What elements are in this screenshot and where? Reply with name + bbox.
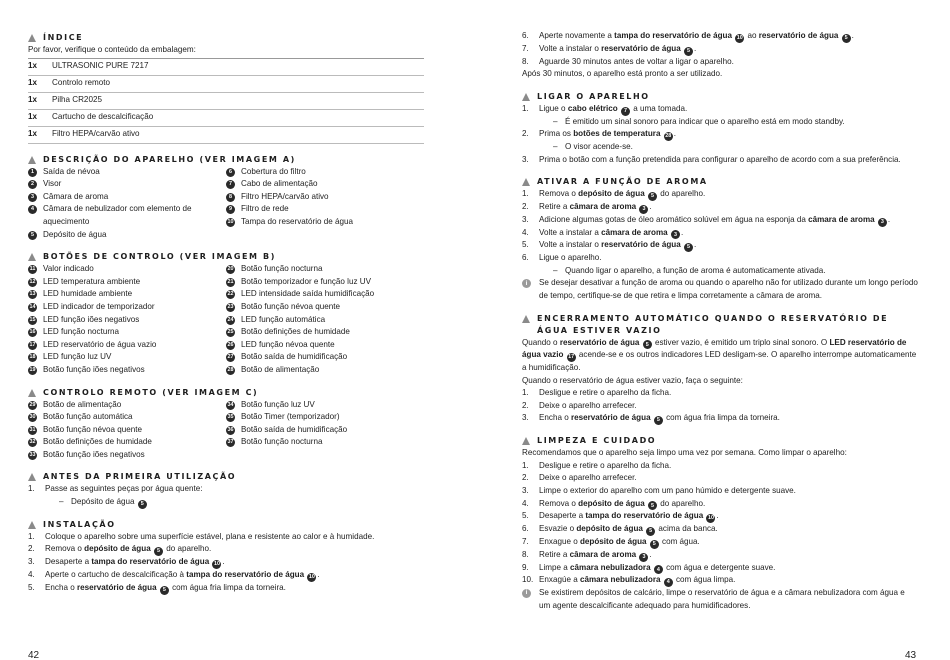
package-item-name: ULTRASONIC PURE 7217 <box>52 61 149 71</box>
section-heading: ATIVAR A FUNÇÃO DE AROMA <box>522 176 918 188</box>
ref-number: 5 <box>684 243 693 252</box>
part-label: Botão Timer (temporizador) <box>241 412 340 422</box>
ref-number: 5 <box>646 527 655 536</box>
triangle-icon <box>28 389 36 397</box>
part-label: LED humidade ambiente <box>43 289 133 299</box>
controls-list <box>28 263 424 376</box>
right-page-column <box>522 30 918 622</box>
list-item: 6. Ligue o aparelho. <box>522 253 602 263</box>
ref-number: 4 <box>664 578 673 587</box>
ref-number: 3 <box>639 553 648 562</box>
intro-text: Por favor, verifique o conteúdo da embalagem: <box>28 45 196 54</box>
controls-list-col1 <box>28 263 226 376</box>
package-item-name: Pilha CR2025 <box>52 95 102 105</box>
sub-item: – Quando ligar o aparelho, a função de aroma é automaticamente ativada. <box>553 265 826 275</box>
ref-number: 4 <box>654 565 663 574</box>
part-label: Botão de alimentação <box>241 364 320 374</box>
section-aroma <box>522 176 918 302</box>
steps-list <box>522 460 918 587</box>
remote-list-col2 <box>226 399 424 462</box>
part-label: Visor <box>43 179 62 189</box>
part-label: LED temperatura ambiente <box>43 276 141 286</box>
part-number-badge: 21 <box>227 278 234 285</box>
part-label: Câmara de nebulizador com elemento de aquecimento <box>43 204 192 226</box>
part-label: Botão função nocturna <box>241 437 323 447</box>
part-item <box>28 449 226 462</box>
part-label: Câmara de aroma <box>43 191 109 201</box>
part-item <box>28 166 226 179</box>
part-label: Botão função iões negativos <box>43 449 145 459</box>
part-number-badge: 14 <box>29 303 36 310</box>
part-label: Valor indicado <box>43 264 94 274</box>
part-item <box>226 288 424 301</box>
ref-number: 5 <box>650 540 659 549</box>
part-number-badge: 13 <box>29 291 36 298</box>
section-descricao <box>28 154 424 242</box>
package-qty: 1x <box>28 95 38 105</box>
package-row <box>28 127 424 144</box>
part-number-badge: 16 <box>29 329 36 336</box>
list-item: 3. Desaperte a tampa do reservatório de água 10 . <box>28 557 225 568</box>
part-label: Botão de alimentação <box>43 399 122 409</box>
part-label: Cobertura do filtro <box>241 166 306 176</box>
triangle-icon <box>522 437 530 445</box>
part-item <box>226 339 424 352</box>
section-heading: BOTÕES DE CONTROLO (VER IMAGEM B) <box>28 251 424 263</box>
part-number-badge: 10 <box>227 218 234 225</box>
list-item: 4. Volte a instalar a câmara de aroma 3 . <box>522 227 684 238</box>
list-item: 7. Volte a instalar o reservatório de água 5 . <box>522 43 697 54</box>
part-item <box>28 424 226 437</box>
package-qty: 1x <box>28 61 38 71</box>
ref-number: 10 <box>707 515 714 522</box>
sub-item: – É emitido um sinal sonoro para indicar que o aparelho está em modo standby. <box>553 116 845 126</box>
list-item: 4. Remova o depósito de água 5 do aparelho. <box>522 498 706 509</box>
parts-list-col1 <box>28 166 226 242</box>
section-heading: CONTROLO REMOTO (VER IMAGEM C) <box>28 387 424 399</box>
part-label: Botão função névoa quente <box>43 424 143 434</box>
ref-number: 3 <box>671 230 680 239</box>
ref-number: 5 <box>643 340 652 349</box>
list-item: 8. Retire a câmara de aroma 3 . <box>522 549 652 560</box>
list-item: 2. Remova o depósito de água 5 do aparelho. <box>28 544 212 555</box>
ref-number: 5 <box>648 192 657 201</box>
steps-list <box>522 103 918 166</box>
package-item-name: Cartucho de descalcificação <box>52 112 154 122</box>
sub-item: – O visor acende-se. <box>553 141 633 151</box>
part-label: Botão temporizador e função luz UV <box>241 276 372 286</box>
part-item <box>226 351 424 364</box>
list-item: 2. Retire a câmara de aroma 3 . <box>522 201 652 212</box>
part-label: LED função iões negativos <box>43 314 140 324</box>
list-item: 1. Remova o depósito de água 5 do aparelho. <box>522 189 706 200</box>
part-number-badge: 12 <box>29 278 36 285</box>
part-label: Filtro de rede <box>241 204 289 214</box>
part-label: LED indicador de temporizador <box>43 301 155 311</box>
part-item <box>28 314 226 327</box>
ref-number: 10 <box>308 574 315 581</box>
ref-number: 5 <box>842 34 851 43</box>
list-item: 9. Limpe a câmara nebulizadora 4 com água e detergente suave. <box>522 562 776 573</box>
list-item: 6. Aperte novamente a tampa do reservatório de água 10 ao reservatório de água 5 . <box>522 31 854 41</box>
ref-number: 10 <box>213 561 220 568</box>
part-label: LED função luz UV <box>43 352 112 362</box>
part-number-badge: 22 <box>227 291 234 298</box>
part-number-badge: 35 <box>227 414 234 421</box>
triangle-icon <box>28 521 36 529</box>
part-label: Botão saída de humidificação <box>241 352 348 362</box>
part-item <box>226 411 424 424</box>
triangle-icon <box>522 93 530 101</box>
part-number-badge: 3 <box>28 193 37 202</box>
part-label: Botão função luz UV <box>241 399 315 409</box>
part-item <box>28 339 226 352</box>
steps-list <box>522 387 918 425</box>
list-item: 4. Aperte o cartucho de descalcificação à tampa do reservatório de água 10 . <box>28 570 320 581</box>
part-number-badge: 33 <box>29 451 36 458</box>
section-heading: DESCRIÇÃO DO APARELHO (VER IMAGEM A) <box>28 154 424 166</box>
part-item <box>226 178 424 191</box>
package-row <box>28 76 424 93</box>
part-number-badge: 1 <box>28 168 37 177</box>
part-label: Botão função iões negativos <box>43 364 145 374</box>
info-note: i Se existirem depósitos de calcário, limpe o reservatório de água e a câmara nebulizadora com água e um agente descalcificante adequado para humidificadores. <box>522 587 918 612</box>
list-item: 10. Enxagúe a câmara nebulizadora 4 com água limpa. <box>522 575 736 586</box>
part-number-badge: 32 <box>29 439 36 446</box>
part-number-badge: 8 <box>226 193 235 202</box>
remote-list-col1 <box>28 399 226 462</box>
part-item <box>28 203 226 228</box>
part-item <box>226 436 424 449</box>
paragraph: Quando o reservatório de água 5 estiver vazio, é emitido um triplo sinal sonoro. O LED reservatório de água vazio 17 acende-se e os outros indicadores LED desligam-se. O aparelho interrompe automaticamente a humidificação. <box>522 337 917 373</box>
ref-number: 7 <box>621 107 630 116</box>
ref-number: 3 <box>878 218 887 227</box>
ref-number: 3 <box>639 205 648 214</box>
list-item: 3. Adicione algumas gotas de óleo aromático solúvel em água na esponja da câmara de aroma 3 . <box>522 214 891 225</box>
part-item <box>28 326 226 339</box>
part-number-badge: 17 <box>29 341 36 348</box>
list-item: 2. Prima os botões de temperatura 28 . <box>522 129 676 140</box>
part-item <box>226 301 424 314</box>
triangle-icon <box>522 315 530 323</box>
ref-number: 17 <box>568 354 575 361</box>
section-remoto <box>28 387 424 462</box>
part-label: Botão definições de humidade <box>43 437 152 447</box>
part-number-badge: 34 <box>227 401 234 408</box>
part-number-badge: 6 <box>226 168 235 177</box>
ref-number: 5 <box>138 500 147 509</box>
section-ligar <box>522 91 918 166</box>
list-item: 8. Aguarde 30 minutos antes de voltar a ligar o aparelho. <box>522 56 734 66</box>
paragraph: Após 30 minutos, o aparelho está pronto a ser utilizado. <box>522 69 723 79</box>
part-number-badge: 24 <box>227 316 234 323</box>
section-indice <box>28 32 424 144</box>
list-item: 1. Desligue e retire o aparelho da ficha. <box>522 388 672 398</box>
part-item <box>28 178 226 191</box>
part-item <box>226 276 424 289</box>
triangle-icon <box>28 473 36 481</box>
list-item: 1. Passe as seguintes peças por água quente: <box>28 484 203 494</box>
part-label: Cabo de alimentação <box>241 179 318 189</box>
part-item <box>28 436 226 449</box>
part-label: LED reservatório de água vazio <box>43 339 157 349</box>
part-number-badge: 30 <box>29 414 36 421</box>
ref-number: 10 <box>736 35 743 41</box>
part-label: Tampa do reservatório de água <box>241 216 354 226</box>
part-item <box>226 191 424 204</box>
section-heading: ÍNDICE <box>28 32 424 44</box>
list-item: 2. Deixe o aparelho arrefecer. <box>522 473 637 483</box>
ref-number: 5 <box>654 416 663 425</box>
part-number-badge: 20 <box>227 266 234 273</box>
part-item <box>226 203 424 216</box>
list-item: 5. Volte a instalar o reservatório de água 5 . <box>522 240 697 251</box>
ref-number: 5 <box>160 586 169 595</box>
part-label: Depósito de água <box>43 229 107 239</box>
package-qty: 1x <box>28 112 38 122</box>
part-label: Saída de névoa <box>43 166 100 176</box>
triangle-icon <box>522 178 530 186</box>
part-item <box>226 399 424 412</box>
part-item <box>28 263 226 276</box>
package-row <box>28 59 424 76</box>
section-limpeza <box>522 435 918 612</box>
part-label: Filtro HEPA/carvão ativo <box>241 191 329 201</box>
ref-number: 28 <box>665 133 672 140</box>
list-item: 3. Encha o reservatório de água 5 com água fria limpa da torneira. <box>522 413 780 424</box>
part-label: Botão definições de humidade <box>241 327 350 337</box>
part-number-badge: 31 <box>29 426 36 433</box>
part-number-badge: 7 <box>226 180 235 189</box>
list-item: 7. Enxague o depósito de água 5 com água. <box>522 537 700 548</box>
package-qty: 1x <box>28 78 38 88</box>
list-item: 1. Desligue e retire o aparelho da ficha. <box>522 460 672 470</box>
part-item <box>28 229 226 242</box>
steps-list <box>28 483 424 508</box>
left-page-column <box>28 30 424 605</box>
part-number-badge: 29 <box>29 401 36 408</box>
section-botoes <box>28 251 424 376</box>
part-label: LED intensidade saída humidificação <box>241 289 375 299</box>
section-heading: LIMPEZA E CUIDADO <box>522 435 918 447</box>
part-label: Botão saída de humidificação <box>241 424 348 434</box>
part-number-badge: 11 <box>29 266 36 273</box>
section-heading: ANTES DA PRIMEIRA UTILIZAÇÃO <box>28 471 424 483</box>
section-instalacao <box>28 519 424 595</box>
part-number-badge: 18 <box>29 354 36 361</box>
part-item <box>28 411 226 424</box>
page-number-right: 43 <box>905 650 917 660</box>
list-item: 6. Esvazie o depósito de água 5 acima da banca. <box>522 524 718 535</box>
section-heading: ENCERRAMENTO AUTOMÁTICO QUANDO O RESERVATÓRIO DE ÁGUA ESTIVER VAZIO <box>522 313 918 337</box>
parts-list <box>28 166 424 242</box>
package-row <box>28 110 424 127</box>
part-number-badge: 15 <box>29 316 36 323</box>
part-item <box>28 364 226 377</box>
triangle-icon <box>28 156 36 164</box>
package-qty: 1x <box>28 129 38 139</box>
paragraph: Recomendamos que o aparelho seja limpo uma vez por semana. Como limpar o aparelho: <box>522 448 847 458</box>
part-item <box>226 364 424 377</box>
part-item <box>28 301 226 314</box>
triangle-icon <box>28 34 36 42</box>
part-label: LED função nocturna <box>43 327 120 337</box>
package-item-name: Filtro HEPA/carvão ativo <box>52 129 140 139</box>
package-item-name: Controlo remoto <box>52 78 111 88</box>
part-number-badge: 36 <box>227 426 234 433</box>
section-instalacao-cont <box>522 30 918 81</box>
info-icon: i <box>522 589 531 598</box>
part-item <box>28 191 226 204</box>
package-contents-table <box>28 58 424 144</box>
list-item: 1. Ligue o cabo elétrico 7 a uma tomada. <box>522 103 688 114</box>
info-note: i Se desejar desativar a função de aroma ou quando o aparelho não for utilizado durante um longo período de tempo, certifique-se de que retira e limpa corretamente a câmara de aroma. <box>522 277 918 302</box>
steps-list <box>28 531 424 595</box>
list-item: 3. Limpe o exterior do aparelho com um pano húmido e detergente suave. <box>522 486 796 496</box>
list-item: 3. Prima o botão com a função pretendida para configurar o aparelho de acordo com a sua preferência. <box>522 154 901 164</box>
part-number-badge: 27 <box>227 354 234 361</box>
part-number-badge: 5 <box>28 231 37 240</box>
part-item <box>28 399 226 412</box>
part-label: LED função névoa quente <box>241 339 335 349</box>
ref-number: 5 <box>648 501 657 510</box>
part-label: LED função automática <box>241 314 326 324</box>
part-number-badge: 23 <box>227 303 234 310</box>
part-item <box>28 288 226 301</box>
list-item: 1. Coloque o aparelho sobre uma superfície estável, plana e resistente ao calor e à humidade. <box>28 531 375 541</box>
part-number-badge: 2 <box>28 180 37 189</box>
ref-number: 5 <box>154 547 163 556</box>
part-number-badge: 19 <box>29 366 36 373</box>
part-item <box>28 276 226 289</box>
package-row <box>28 93 424 110</box>
steps-list <box>522 188 918 277</box>
part-number-badge: 37 <box>227 439 234 446</box>
part-item <box>226 314 424 327</box>
ref-number: 5 <box>684 47 693 56</box>
part-number-badge: 4 <box>28 205 37 214</box>
section-encerramento <box>522 313 918 426</box>
part-item <box>226 216 424 229</box>
part-label: Botão função automática <box>43 412 133 422</box>
remote-list <box>28 399 424 462</box>
list-item: 5. Desaperte a tampa do reservatório de água 10 . <box>522 511 719 522</box>
section-heading: INSTALAÇÃO <box>28 519 424 531</box>
parts-list-col2 <box>226 166 424 242</box>
sub-item: – Depósito de água 5 <box>28 496 424 509</box>
triangle-icon <box>28 253 36 261</box>
part-item <box>226 166 424 179</box>
part-label: Botão função névoa quente <box>241 301 341 311</box>
part-number-badge: 28 <box>227 366 234 373</box>
controls-list-col2 <box>226 263 424 376</box>
paragraph: Quando o reservatório de água estiver vazio, faça o seguinte: <box>522 375 743 385</box>
part-number-badge: 25 <box>227 329 234 336</box>
part-item <box>226 326 424 339</box>
steps-list <box>522 30 918 68</box>
part-number-badge: 9 <box>226 205 235 214</box>
part-number-badge: 26 <box>227 341 234 348</box>
section-heading: LIGAR O APARELHO <box>522 91 918 103</box>
list-item: 2. Deixe o aparelho arrefecer. <box>522 400 637 410</box>
section-antes <box>28 471 424 508</box>
part-label: Botão função nocturna <box>241 264 323 274</box>
part-item <box>226 263 424 276</box>
part-item <box>28 351 226 364</box>
list-item: 5. Encha o reservatório de água 5 com água fria limpa da torneira. <box>28 582 286 593</box>
info-icon: i <box>522 279 531 288</box>
part-item <box>226 424 424 437</box>
page-number-left: 42 <box>28 650 40 660</box>
